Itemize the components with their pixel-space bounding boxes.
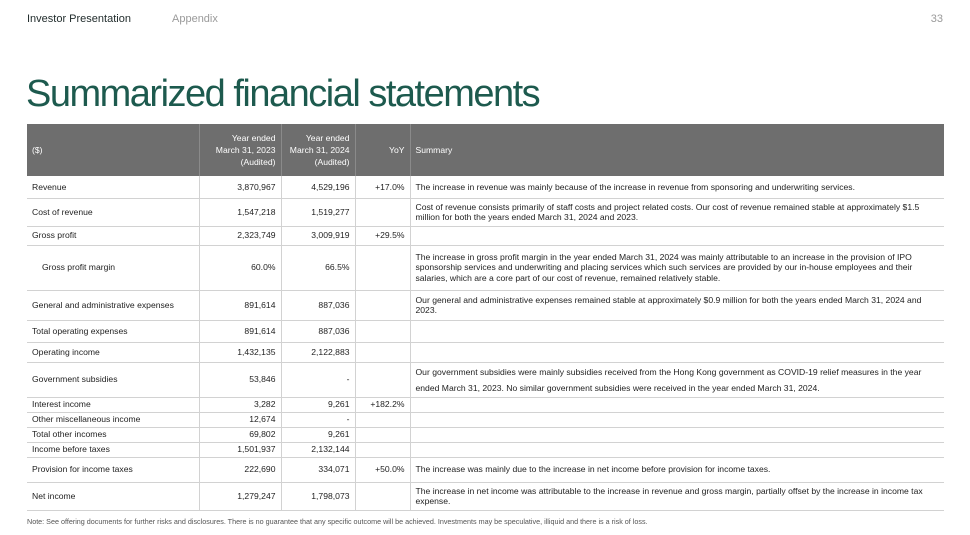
- row-label: Gross profit: [27, 226, 199, 245]
- row-label: Income before taxes: [27, 442, 199, 457]
- column-header-yoy: YoY: [355, 124, 410, 176]
- row-summary: [410, 342, 944, 362]
- row-summary: The increase in net income was attributable to the increase in revenue and gross margin, partially offset by the increase in income tax expense.: [410, 482, 944, 510]
- fy2023-header-line2: March 31, 2023: [215, 145, 276, 155]
- row-summary: [410, 397, 944, 412]
- row-value-fy2023: 3,870,967: [199, 176, 281, 198]
- row-summary: The increase in revenue was mainly because of the increase in revenue from sponsoring and underwriting services.: [410, 176, 944, 198]
- row-label: Gross profit margin: [27, 245, 199, 290]
- row-yoy: +182.2%: [355, 397, 410, 412]
- row-label: Interest income: [27, 397, 199, 412]
- row-summary: Our general and administrative expenses remained stable at approximately $0.9 million for both the years ended March 31, 2024 and 2023.: [410, 290, 944, 320]
- row-yoy: +50.0%: [355, 457, 410, 482]
- row-value-fy2023: 2,323,749: [199, 226, 281, 245]
- row-label: Provision for income taxes: [27, 457, 199, 482]
- table-row: [27, 198, 944, 226]
- table-header-row: [27, 124, 944, 176]
- row-yoy: [355, 442, 410, 457]
- row-summary: [410, 320, 944, 342]
- page-title: Summarized financial statements: [26, 73, 540, 115]
- row-summary: [410, 427, 944, 442]
- fy2023-header-line3: (Audited): [240, 157, 276, 167]
- row-summary: [410, 442, 944, 457]
- table-row: [27, 226, 944, 245]
- row-value-fy2024: 2,132,144: [281, 442, 355, 457]
- row-value-fy2024: 334,071: [281, 457, 355, 482]
- fy2024-header-line1: Year ended: [305, 133, 350, 143]
- row-yoy: [355, 342, 410, 362]
- row-label: Government subsidies: [27, 362, 199, 397]
- column-header-fy2023: [199, 124, 281, 176]
- row-label: General and administrative expenses: [27, 290, 199, 320]
- row-yoy: [355, 427, 410, 442]
- row-value-fy2024: 887,036: [281, 290, 355, 320]
- fy2024-header-line3: (Audited): [314, 157, 350, 167]
- financial-table: [27, 124, 944, 511]
- top-bar: [27, 13, 943, 27]
- table-row: [27, 412, 944, 427]
- row-label: Net income: [27, 482, 199, 510]
- row-yoy: [355, 482, 410, 510]
- row-value-fy2023: 3,282: [199, 397, 281, 412]
- row-yoy: +17.0%: [355, 176, 410, 198]
- column-header-fy2024: [281, 124, 355, 176]
- table-row: [27, 342, 944, 362]
- row-summary: The increase was mainly due to the increase in net income before provision for income taxes.: [410, 457, 944, 482]
- row-yoy: [355, 198, 410, 226]
- row-summary: The increase in gross profit margin in the year ended March 31, 2024 was mainly attributable to an increase in the provision of IPO sponsorship services and underwriting and placing services which such services are provided by our in-house employees and their salaries, which are a core part of our cost of revenue, remained relatively stable.: [410, 245, 944, 290]
- row-summary: [410, 412, 944, 427]
- row-summary: Cost of revenue consists primarily of staff costs and project related costs. Our cost of revenue remained stable at approximately $1.5 million for both the years ended March 31, 2024 and 2023.: [410, 198, 944, 226]
- column-header-summary: Summary: [410, 124, 944, 176]
- row-value-fy2024: -: [281, 412, 355, 427]
- row-value-fy2023: 1,432,135: [199, 342, 281, 362]
- table-row: [27, 457, 944, 482]
- row-value-fy2024: 887,036: [281, 320, 355, 342]
- row-value-fy2024: 9,261: [281, 397, 355, 412]
- row-value-fy2024: 3,009,919: [281, 226, 355, 245]
- row-yoy: +29.5%: [355, 226, 410, 245]
- section-label: Appendix: [172, 13, 218, 25]
- row-value-fy2024: 9,261: [281, 427, 355, 442]
- table-row: [27, 427, 944, 442]
- row-summary: [410, 226, 944, 245]
- row-yoy: [355, 412, 410, 427]
- row-label: Other miscellaneous income: [27, 412, 199, 427]
- table-row: [27, 362, 944, 397]
- presentation-label: Investor Presentation: [27, 13, 131, 25]
- row-yoy: [355, 320, 410, 342]
- row-value-fy2023: 12,674: [199, 412, 281, 427]
- row-value-fy2024: 2,122,883: [281, 342, 355, 362]
- row-label: Total operating expenses: [27, 320, 199, 342]
- table-row: [27, 442, 944, 457]
- fy2024-header-line2: March 31, 2024: [289, 145, 350, 155]
- row-value-fy2023: 60.0%: [199, 245, 281, 290]
- row-value-fy2024: -: [281, 362, 355, 397]
- row-value-fy2024: 1,519,277: [281, 198, 355, 226]
- row-label: Operating income: [27, 342, 199, 362]
- row-value-fy2024: 66.5%: [281, 245, 355, 290]
- row-value-fy2023: 891,614: [199, 320, 281, 342]
- row-value-fy2023: 1,279,247: [199, 482, 281, 510]
- row-value-fy2023: 1,501,937: [199, 442, 281, 457]
- table-row: [27, 176, 944, 198]
- row-yoy: [355, 362, 410, 397]
- fy2023-header-line1: Year ended: [231, 133, 276, 143]
- table-row: [27, 482, 944, 510]
- row-label: Total other incomes: [27, 427, 199, 442]
- row-value-fy2023: 53,846: [199, 362, 281, 397]
- row-value-fy2023: 222,690: [199, 457, 281, 482]
- table-row: [27, 290, 944, 320]
- row-label: Cost of revenue: [27, 198, 199, 226]
- column-header-label: ($): [27, 124, 199, 176]
- page-number: 33: [930, 13, 943, 25]
- row-yoy: [355, 290, 410, 320]
- table-row: [27, 245, 944, 290]
- row-value-fy2024: 1,798,073: [281, 482, 355, 510]
- row-value-fy2023: 1,547,218: [199, 198, 281, 226]
- row-summary: Our government subsidies were mainly subsidies received from the Hong Kong government as COVID-19 relief measures in the year ended March 31, 2023. No similar government subsidies were received in the year ended March 31, 2024.: [410, 362, 944, 397]
- row-yoy: [355, 245, 410, 290]
- row-value-fy2024: 4,529,196: [281, 176, 355, 198]
- table-row: [27, 320, 944, 342]
- table-row: [27, 397, 944, 412]
- row-label: Revenue: [27, 176, 199, 198]
- row-value-fy2023: 69,802: [199, 427, 281, 442]
- row-value-fy2023: 891,614: [199, 290, 281, 320]
- footnote: Note: See offering documents for further risks and disclosures. There is no guarantee that any specific outcome will be achieved. Investments may be speculative, illiquid and there is a risk of loss.: [27, 517, 648, 526]
